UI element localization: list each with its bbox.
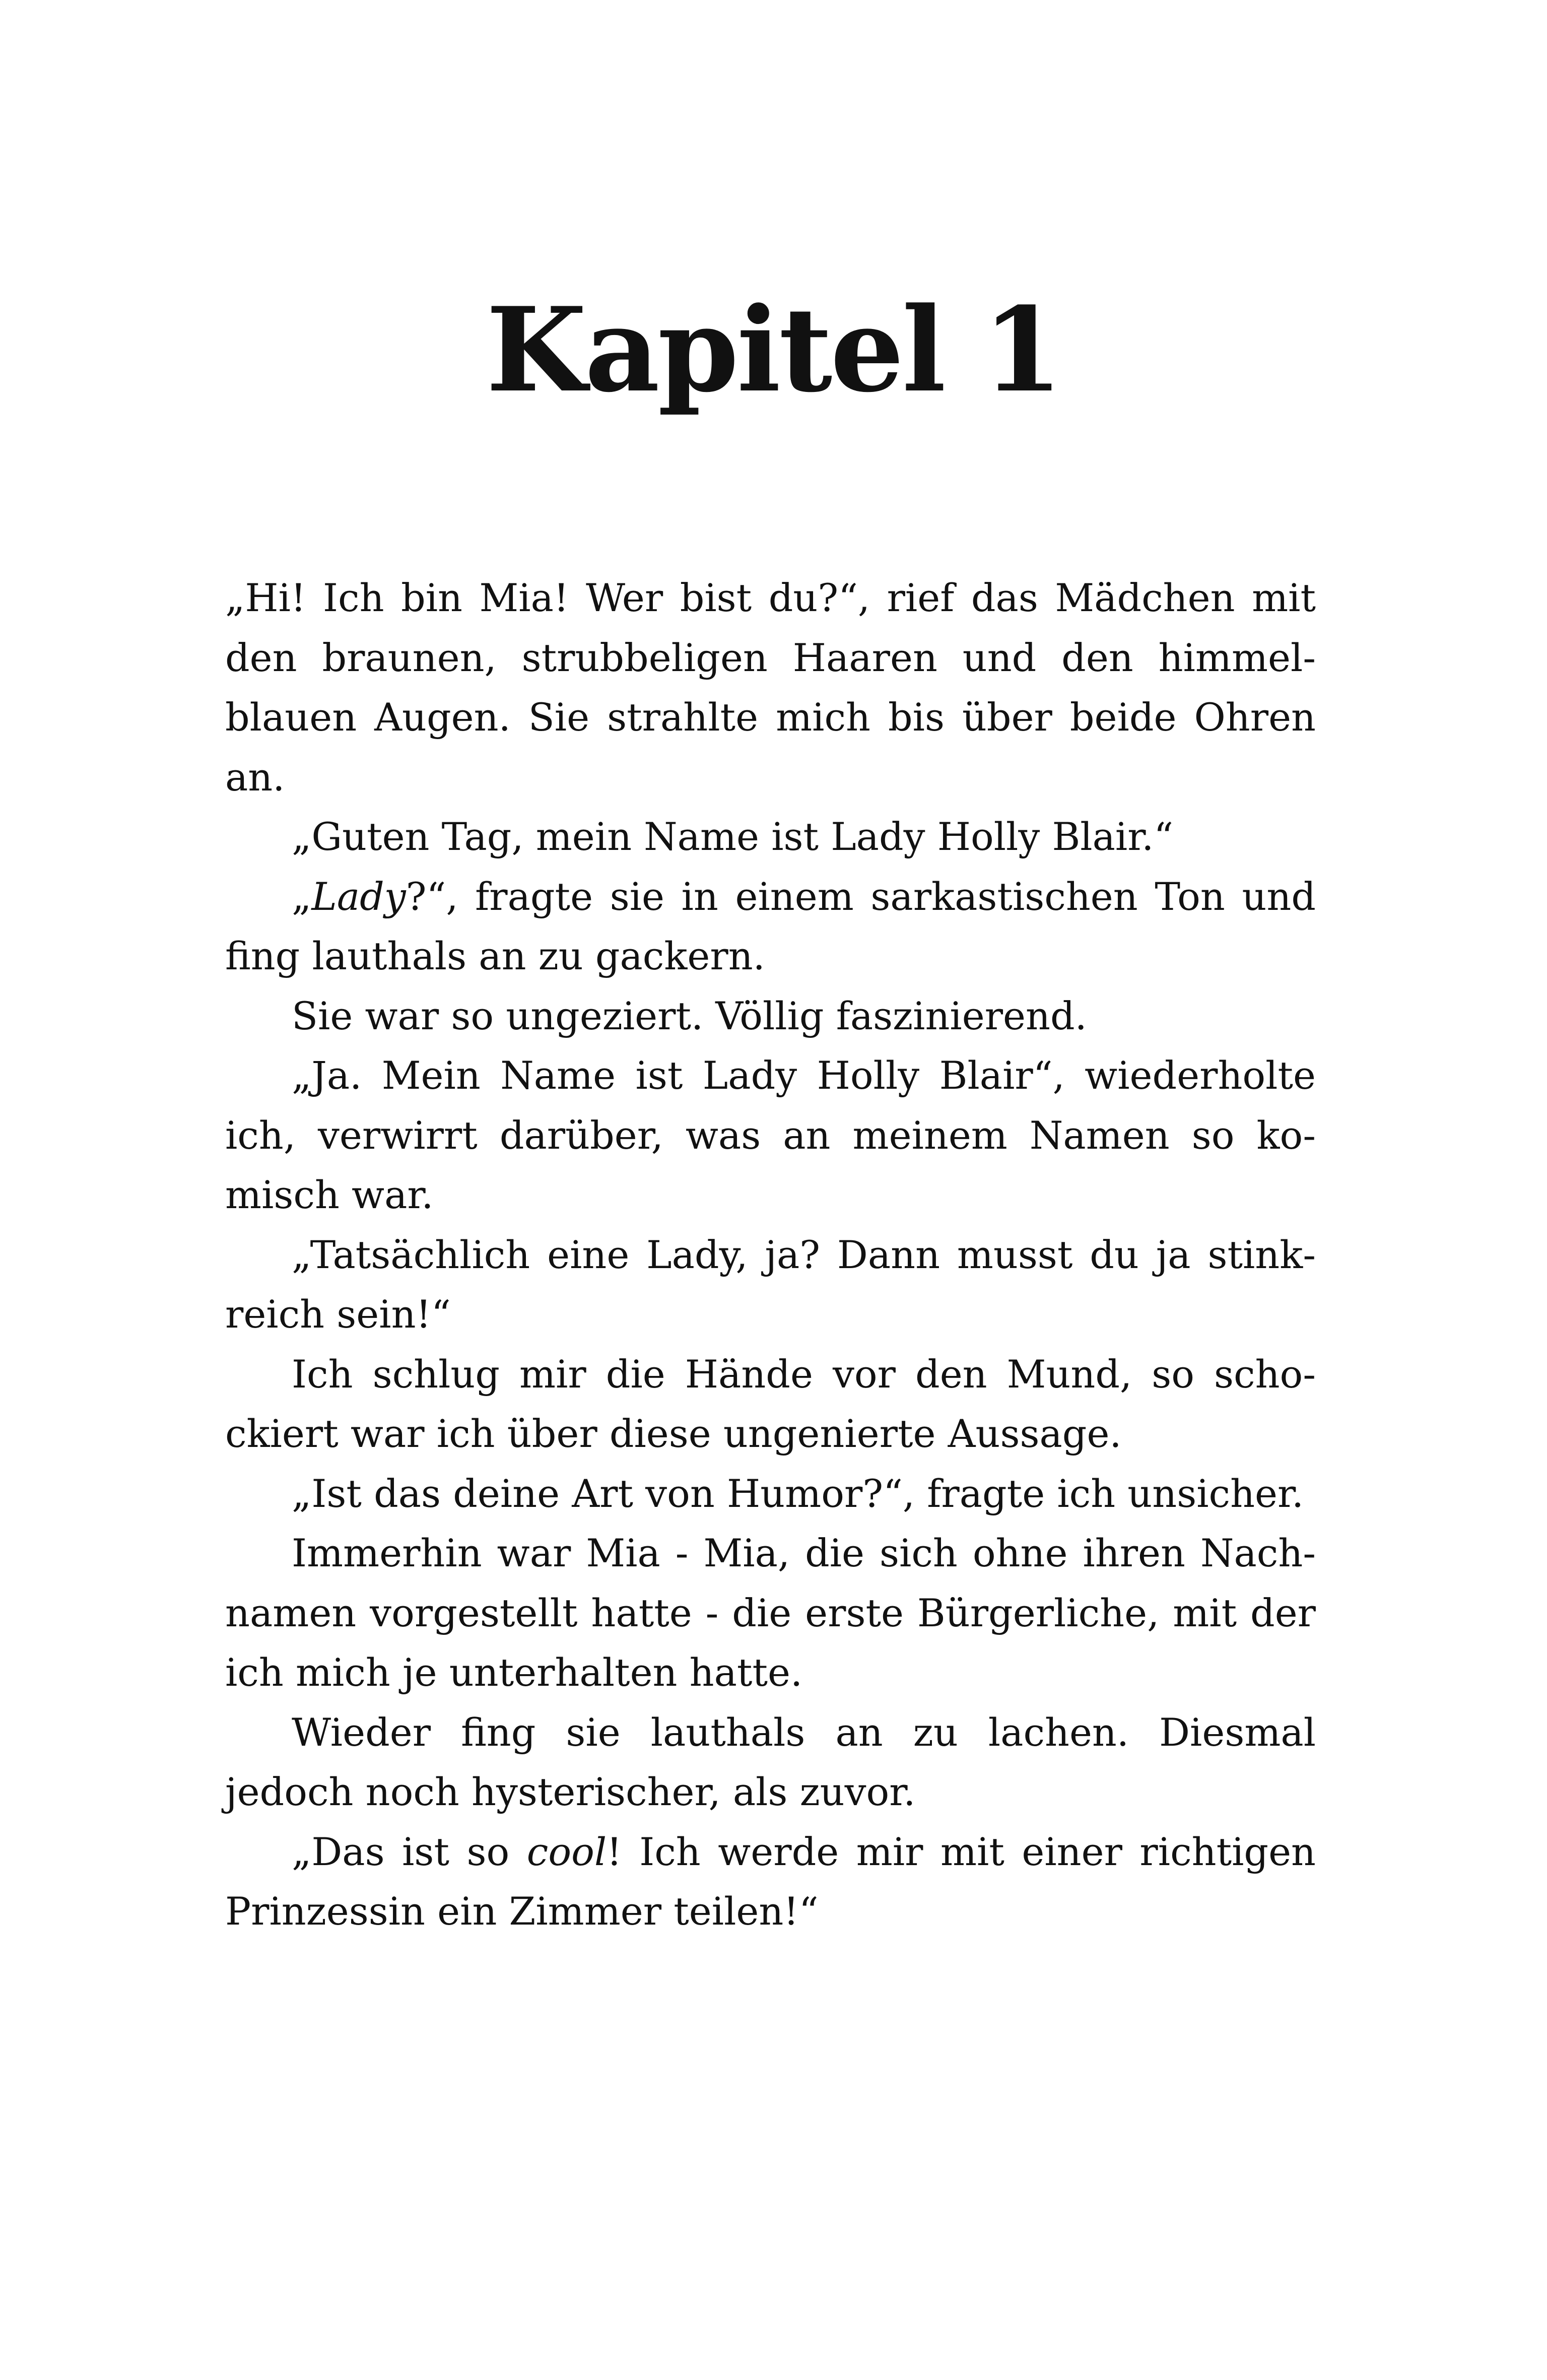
text-run: „Ist das deine Art von Humor?“, fragte ich unsicher. xyxy=(292,1471,1304,1516)
paragraph xyxy=(225,1703,1316,1822)
paragraph xyxy=(225,1822,1316,1942)
text-run: „ xyxy=(292,874,312,919)
text-run: Ich schlug mir die Hände vor den Mund, so schockiert war ich über diese ungenierte Aussage. xyxy=(225,1351,1316,1456)
text-run: Wieder fing sie lauthals an zu lachen. Diesmal jedoch noch hysterischer, als zuvor. xyxy=(225,1709,1316,1814)
chapter-title: Kapitel 1 xyxy=(486,282,1061,418)
text-run: ?“, fragte sie in einem sarkastischen Ton und fing lauthals an zu gackern. xyxy=(225,874,1316,978)
paragraph xyxy=(225,568,1316,807)
paragraph xyxy=(225,1046,1316,1225)
paragraph xyxy=(225,1225,1316,1345)
text-run: „Das ist so xyxy=(292,1829,527,1874)
chapter-body xyxy=(225,568,1316,1942)
paragraph xyxy=(225,807,1316,867)
paragraph xyxy=(225,867,1316,986)
italic-text-run: Lady xyxy=(311,874,406,919)
text-run: „Ja. Mein Name ist Lady Holly Blair“, wiederholte ich, verwirrt darüber, was an meinem Namen so komisch war. xyxy=(225,1053,1316,1217)
text-run: ! Ich werde mir mit einer richtigen Prinzessin ein Zimmer teilen!“ xyxy=(225,1829,1316,1934)
text-run: „Hi! Ich bin Mia! Wer bist du?“, rief das Mädchen mit den braunen, strubbeligen Haaren und den himmelblauen Augen. Sie strahlte mich bis über beide Ohren an. xyxy=(225,575,1316,800)
paragraph xyxy=(225,1345,1316,1464)
paragraph xyxy=(225,1464,1316,1524)
text-run: Sie war so ungeziert. Völlig faszinierend. xyxy=(292,993,1087,1038)
text-run: „Tatsächlich eine Lady, ja? Dann musst du ja stinkreich sein!“ xyxy=(225,1232,1316,1337)
paragraph xyxy=(225,1524,1316,1703)
italic-text-run: cool xyxy=(526,1829,607,1874)
text-run: „Guten Tag, mein Name ist Lady Holly Blair.“ xyxy=(292,814,1174,859)
text-run: Immerhin war Mia - Mia, die sich ohne ihren Nachnamen vorgestellt hatte - die erste Bürgerliche, mit der ich mich je unterhalten hatte. xyxy=(225,1531,1316,1695)
paragraph xyxy=(225,986,1316,1046)
